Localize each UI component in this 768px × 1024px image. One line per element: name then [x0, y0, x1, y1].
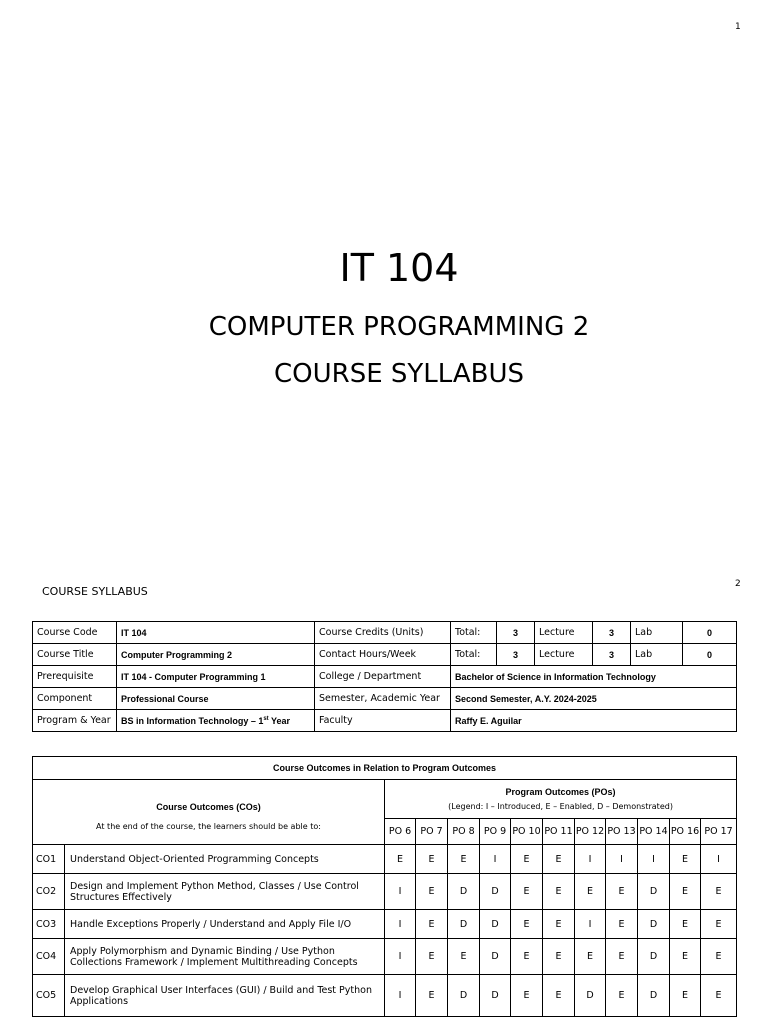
po-mark: I	[638, 845, 670, 874]
po-mark: E	[511, 939, 543, 975]
co-id: CO2	[33, 874, 65, 910]
course-name-title: COMPUTER PROGRAMMING 2	[208, 312, 590, 342]
po-mark: E	[701, 910, 737, 939]
po-legend: (Legend: I – Introduced, E – Enabled, D – Demonstrated)	[448, 802, 673, 811]
po-mark: E	[701, 939, 737, 975]
co-text: Understand Object-Oriented Programming Concepts	[65, 845, 385, 874]
hours-lecture-value: 3	[593, 644, 631, 666]
po-mark: E	[448, 845, 480, 874]
document-type-title: COURSE SYLLABUS	[273, 359, 525, 389]
po-mark: E	[670, 975, 701, 1017]
po-code: PO 11	[543, 819, 575, 845]
hours-lab-value: 0	[683, 644, 737, 666]
credits-lab-value: 0	[683, 622, 737, 644]
po-mark: E	[511, 845, 543, 874]
po-mark: E	[606, 874, 638, 910]
po-mark: E	[416, 874, 448, 910]
po-code: PO 13	[606, 819, 638, 845]
prerequisite-label: Prerequisite	[33, 666, 117, 688]
po-mark: D	[638, 910, 670, 939]
table-row	[33, 939, 737, 975]
po-mark: E	[606, 939, 638, 975]
po-mark: I	[385, 910, 416, 939]
po-header: Program Outcomes (POs)	[505, 787, 616, 797]
po-mark: D	[448, 874, 480, 910]
po-mark: D	[638, 939, 670, 975]
co-id: CO3	[33, 910, 65, 939]
table-row	[33, 688, 737, 710]
po-code: PO 10	[511, 819, 543, 845]
po-mark: E	[575, 874, 606, 910]
po-mark: D	[448, 975, 480, 1017]
program-label: Program & Year	[33, 710, 117, 732]
po-mark: I	[385, 975, 416, 1017]
po-mark: D	[480, 939, 511, 975]
outcomes-caption: Course Outcomes in Relation to Program Outcomes	[33, 757, 737, 780]
table-row	[33, 780, 737, 819]
faculty-label: Faculty	[315, 710, 451, 732]
co-subheader: At the end of the course, the learners should be able to:	[96, 821, 321, 831]
table-row	[33, 845, 737, 874]
outcomes-table	[32, 756, 737, 1017]
po-mark: I	[385, 874, 416, 910]
program-suffix: Year	[268, 715, 291, 726]
po-code: PO 17	[701, 819, 737, 845]
course-title-label: Course Title	[33, 644, 117, 666]
po-mark: E	[416, 975, 448, 1017]
po-mark: E	[416, 939, 448, 975]
table-row	[33, 975, 737, 1017]
course-title-value: Computer Programming 2	[117, 644, 315, 666]
po-mark: E	[670, 845, 701, 874]
semester-label: Semester, Academic Year	[315, 688, 451, 710]
po-mark: D	[638, 874, 670, 910]
table-row	[33, 622, 737, 644]
po-code: PO 8	[448, 819, 480, 845]
credits-lab-label: Lab	[631, 622, 683, 644]
po-mark: E	[670, 939, 701, 975]
po-mark: I	[575, 845, 606, 874]
po-mark: E	[416, 845, 448, 874]
co-text: Handle Exceptions Properly / Understand and Apply File I/O	[65, 910, 385, 939]
po-mark: E	[543, 975, 575, 1017]
co-text: Develop Graphical User Interfaces (GUI) / Build and Test Python Applications	[65, 975, 385, 1017]
po-mark: E	[543, 845, 575, 874]
co-header-cell	[33, 780, 385, 845]
po-mark: I	[575, 910, 606, 939]
po-mark: E	[543, 910, 575, 939]
college-value: Bachelor of Science in Information Technology	[451, 666, 737, 688]
table-row	[33, 710, 737, 732]
po-mark: E	[448, 939, 480, 975]
co-id: CO4	[33, 939, 65, 975]
po-code: PO 16	[670, 819, 701, 845]
table-row	[33, 874, 737, 910]
po-header-cell	[385, 780, 737, 819]
po-code: PO 7	[416, 819, 448, 845]
hours-lecture-label: Lecture	[535, 644, 593, 666]
po-mark: E	[543, 939, 575, 975]
po-code: PO 9	[480, 819, 511, 845]
po-mark: E	[701, 874, 737, 910]
po-mark: E	[511, 975, 543, 1017]
hours-label: Contact Hours/Week	[315, 644, 451, 666]
po-code: PO 12	[575, 819, 606, 845]
co-id: CO5	[33, 975, 65, 1017]
table-row	[33, 666, 737, 688]
credits-lecture-label: Lecture	[535, 622, 593, 644]
college-label: College / Department	[315, 666, 451, 688]
credits-total-label: Total:	[451, 622, 497, 644]
po-mark: D	[575, 975, 606, 1017]
po-mark: E	[543, 874, 575, 910]
po-mark: E	[511, 910, 543, 939]
table-row	[33, 910, 737, 939]
po-mark: I	[701, 845, 737, 874]
credits-lecture-value: 3	[593, 622, 631, 644]
semester-value: Second Semester, A.Y. 2024-2025	[451, 688, 737, 710]
po-mark: E	[511, 874, 543, 910]
course-code-title: IT 104	[339, 246, 459, 290]
po-mark: E	[606, 975, 638, 1017]
po-mark: D	[638, 975, 670, 1017]
po-mark: D	[480, 874, 511, 910]
table-row	[33, 644, 737, 666]
po-mark: E	[385, 845, 416, 874]
po-mark: E	[670, 874, 701, 910]
course-code-value: IT 104	[117, 622, 315, 644]
course-info-table	[32, 621, 737, 732]
component-value: Professional Course	[117, 688, 315, 710]
po-mark: D	[480, 975, 511, 1017]
po-mark: I	[606, 845, 638, 874]
po-mark: E	[606, 910, 638, 939]
po-mark: I	[385, 939, 416, 975]
table-row	[33, 757, 737, 780]
page-number: 1	[735, 22, 741, 32]
co-id: CO1	[33, 845, 65, 874]
po-mark: D	[448, 910, 480, 939]
po-mark: I	[480, 845, 511, 874]
program-ordinal: st	[263, 715, 269, 722]
course-code-label: Course Code	[33, 622, 117, 644]
prerequisite-value: IT 104 - Computer Programming 1	[117, 666, 315, 688]
hours-total-value: 3	[497, 644, 535, 666]
po-mark: D	[480, 910, 511, 939]
po-mark: E	[701, 975, 737, 1017]
po-mark: E	[416, 910, 448, 939]
po-mark: E	[575, 939, 606, 975]
program-value	[117, 710, 315, 732]
program-text: BS in Information Technology – 1	[121, 715, 264, 726]
co-text: Design and Implement Python Method, Classes / Use Control Structures Effectively	[65, 874, 385, 910]
co-text: Apply Polymorphism and Dynamic Binding / Use Python Collections Framework / Implement Multithreading Concepts	[65, 939, 385, 975]
component-label: Component	[33, 688, 117, 710]
credits-label: Course Credits (Units)	[315, 622, 451, 644]
po-code: PO 14	[638, 819, 670, 845]
faculty-value: Raffy E. Aguilar	[451, 710, 737, 732]
page-number: 2	[735, 579, 741, 589]
credits-total-value: 3	[497, 622, 535, 644]
co-header: Course Outcomes (COs)	[156, 801, 261, 812]
section-label: COURSE SYLLABUS	[42, 585, 148, 598]
po-mark: E	[670, 910, 701, 939]
hours-total-label: Total:	[451, 644, 497, 666]
po-code: PO 6	[385, 819, 416, 845]
hours-lab-label: Lab	[631, 644, 683, 666]
